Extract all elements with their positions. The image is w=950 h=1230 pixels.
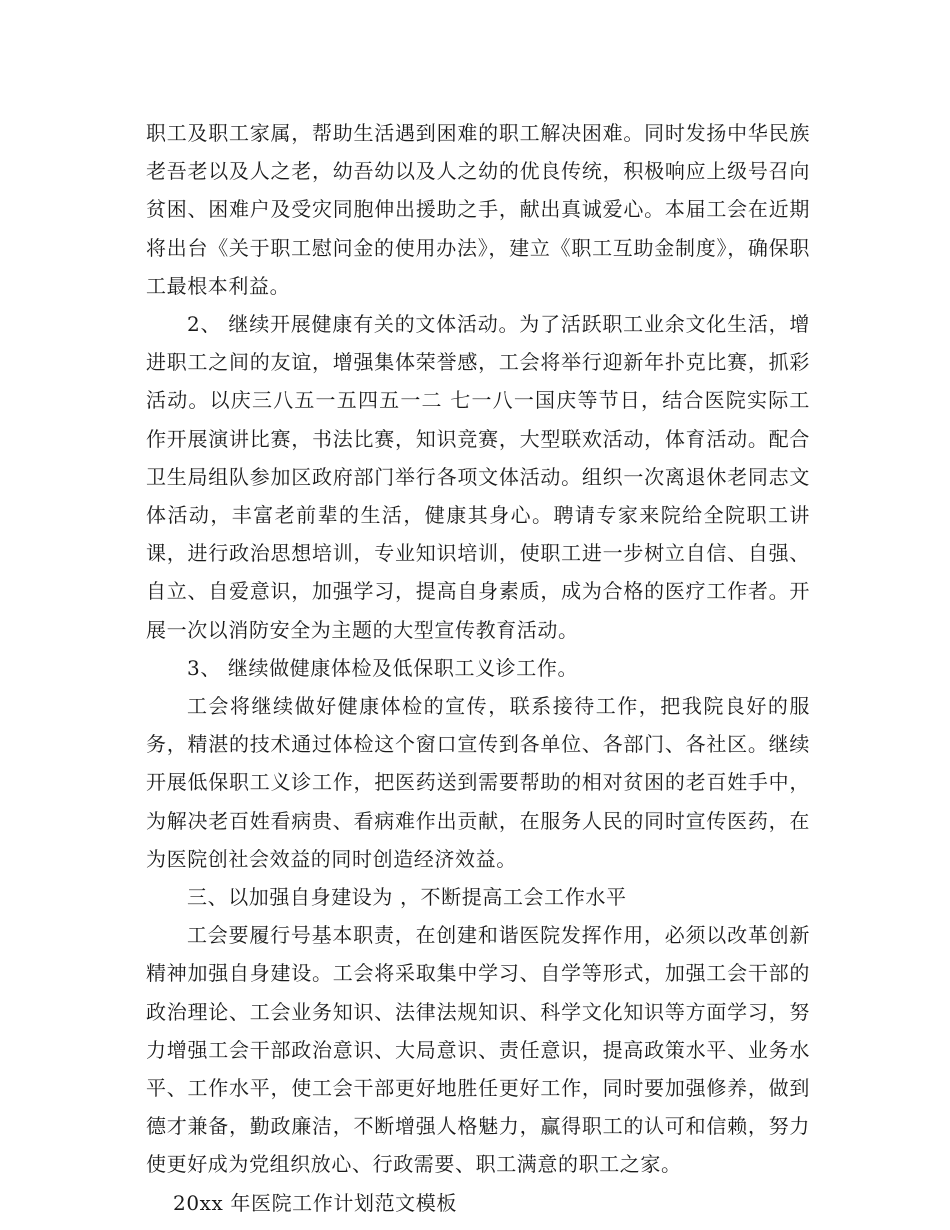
paragraph-4: 工会将继续做好健康体检的宣传，联系接待工作，把我院良好的服务，精湛的技术通过体检这个窗口宣传到各单位、各部门、各社区。继续开展低保职工义诊工作，把医药送到需要帮助的相对贫困的老百姓手中，为解决老百姓看病贵、看病难作出贡献，在服务人民的同时宣传医药，在为医院创社会效益的同时创造经济效益。 (146, 694, 810, 871)
document-page (146, 114, 810, 1222)
footer-title: 20xx 年医院工作计划范文模板 (173, 1190, 457, 1215)
section-heading: 三、以加强自身建设为 ，不断提高工会工作水平 (187, 885, 627, 910)
paragraph-6: 工会要履行号基本职责，在创建和谐医院发挥作用，必须以改革创新精神加强自身建设。工会将采取集中学习、自学等形式，加强工会干部的政治理论、工会业务知识、法律法规知识、科学文化知识等方面学习，努力增强工会干部政治意识、大局意识、责任意识，提高政策水平、业务水平、工作水平，使工会干部更好地胜任更好工作，同时要加强修养，做到德才兼备，勤政廉洁，不断增强人格魅力，赢得职工的认可和信赖，努力使更好成为党组织放心、行政需要、职工满意的职工之家。 (146, 923, 810, 1177)
paragraph-2: 2、 继续开展健康有关的文体活动。为了活跃职工业余文化生活，增进职工之间的友谊，增强集体荣誉感，工会将举行迎新年扑克比赛，抓彩活动。以庆三八五一五四五一二 七一八一国庆等节日，结合医院实际工作开展演讲比赛，书法比赛，知识竞赛，大型联欢活动，体育活动。配合卫生局组队参加区政府部门举行各项文体活动。组织一次离退休老同志文体活动，丰富老前辈的生活，健康其身心。聘请专家来院给全院职工讲课，进行政治思想培训，专业知识培训，使职工进一步树立自信、自强、自立、自爱意识，加强学习，提高自身素质，成为合格的医疗工作者。开展一次以消防安全为主题的大型宣传教育活动。 (146, 312, 810, 642)
paragraph-3: 3、 继续做健康体检及低保职工义诊工作。 (187, 655, 579, 680)
paragraph-1: 职工及职工家属，帮助生活遇到困难的职工解决困难。同时发扬中华民族老吾老以及人之老，幼吾幼以及人之幼的优良传统，积极响应上级号召向贫困、困难户及受灾同胞伸出援助之手，献出真诚爱心。本届工会在近期将出台《关于职工慰问金的使用办法》，建立《职工互助金制度》，确保职工最根本利益。 (146, 121, 810, 298)
